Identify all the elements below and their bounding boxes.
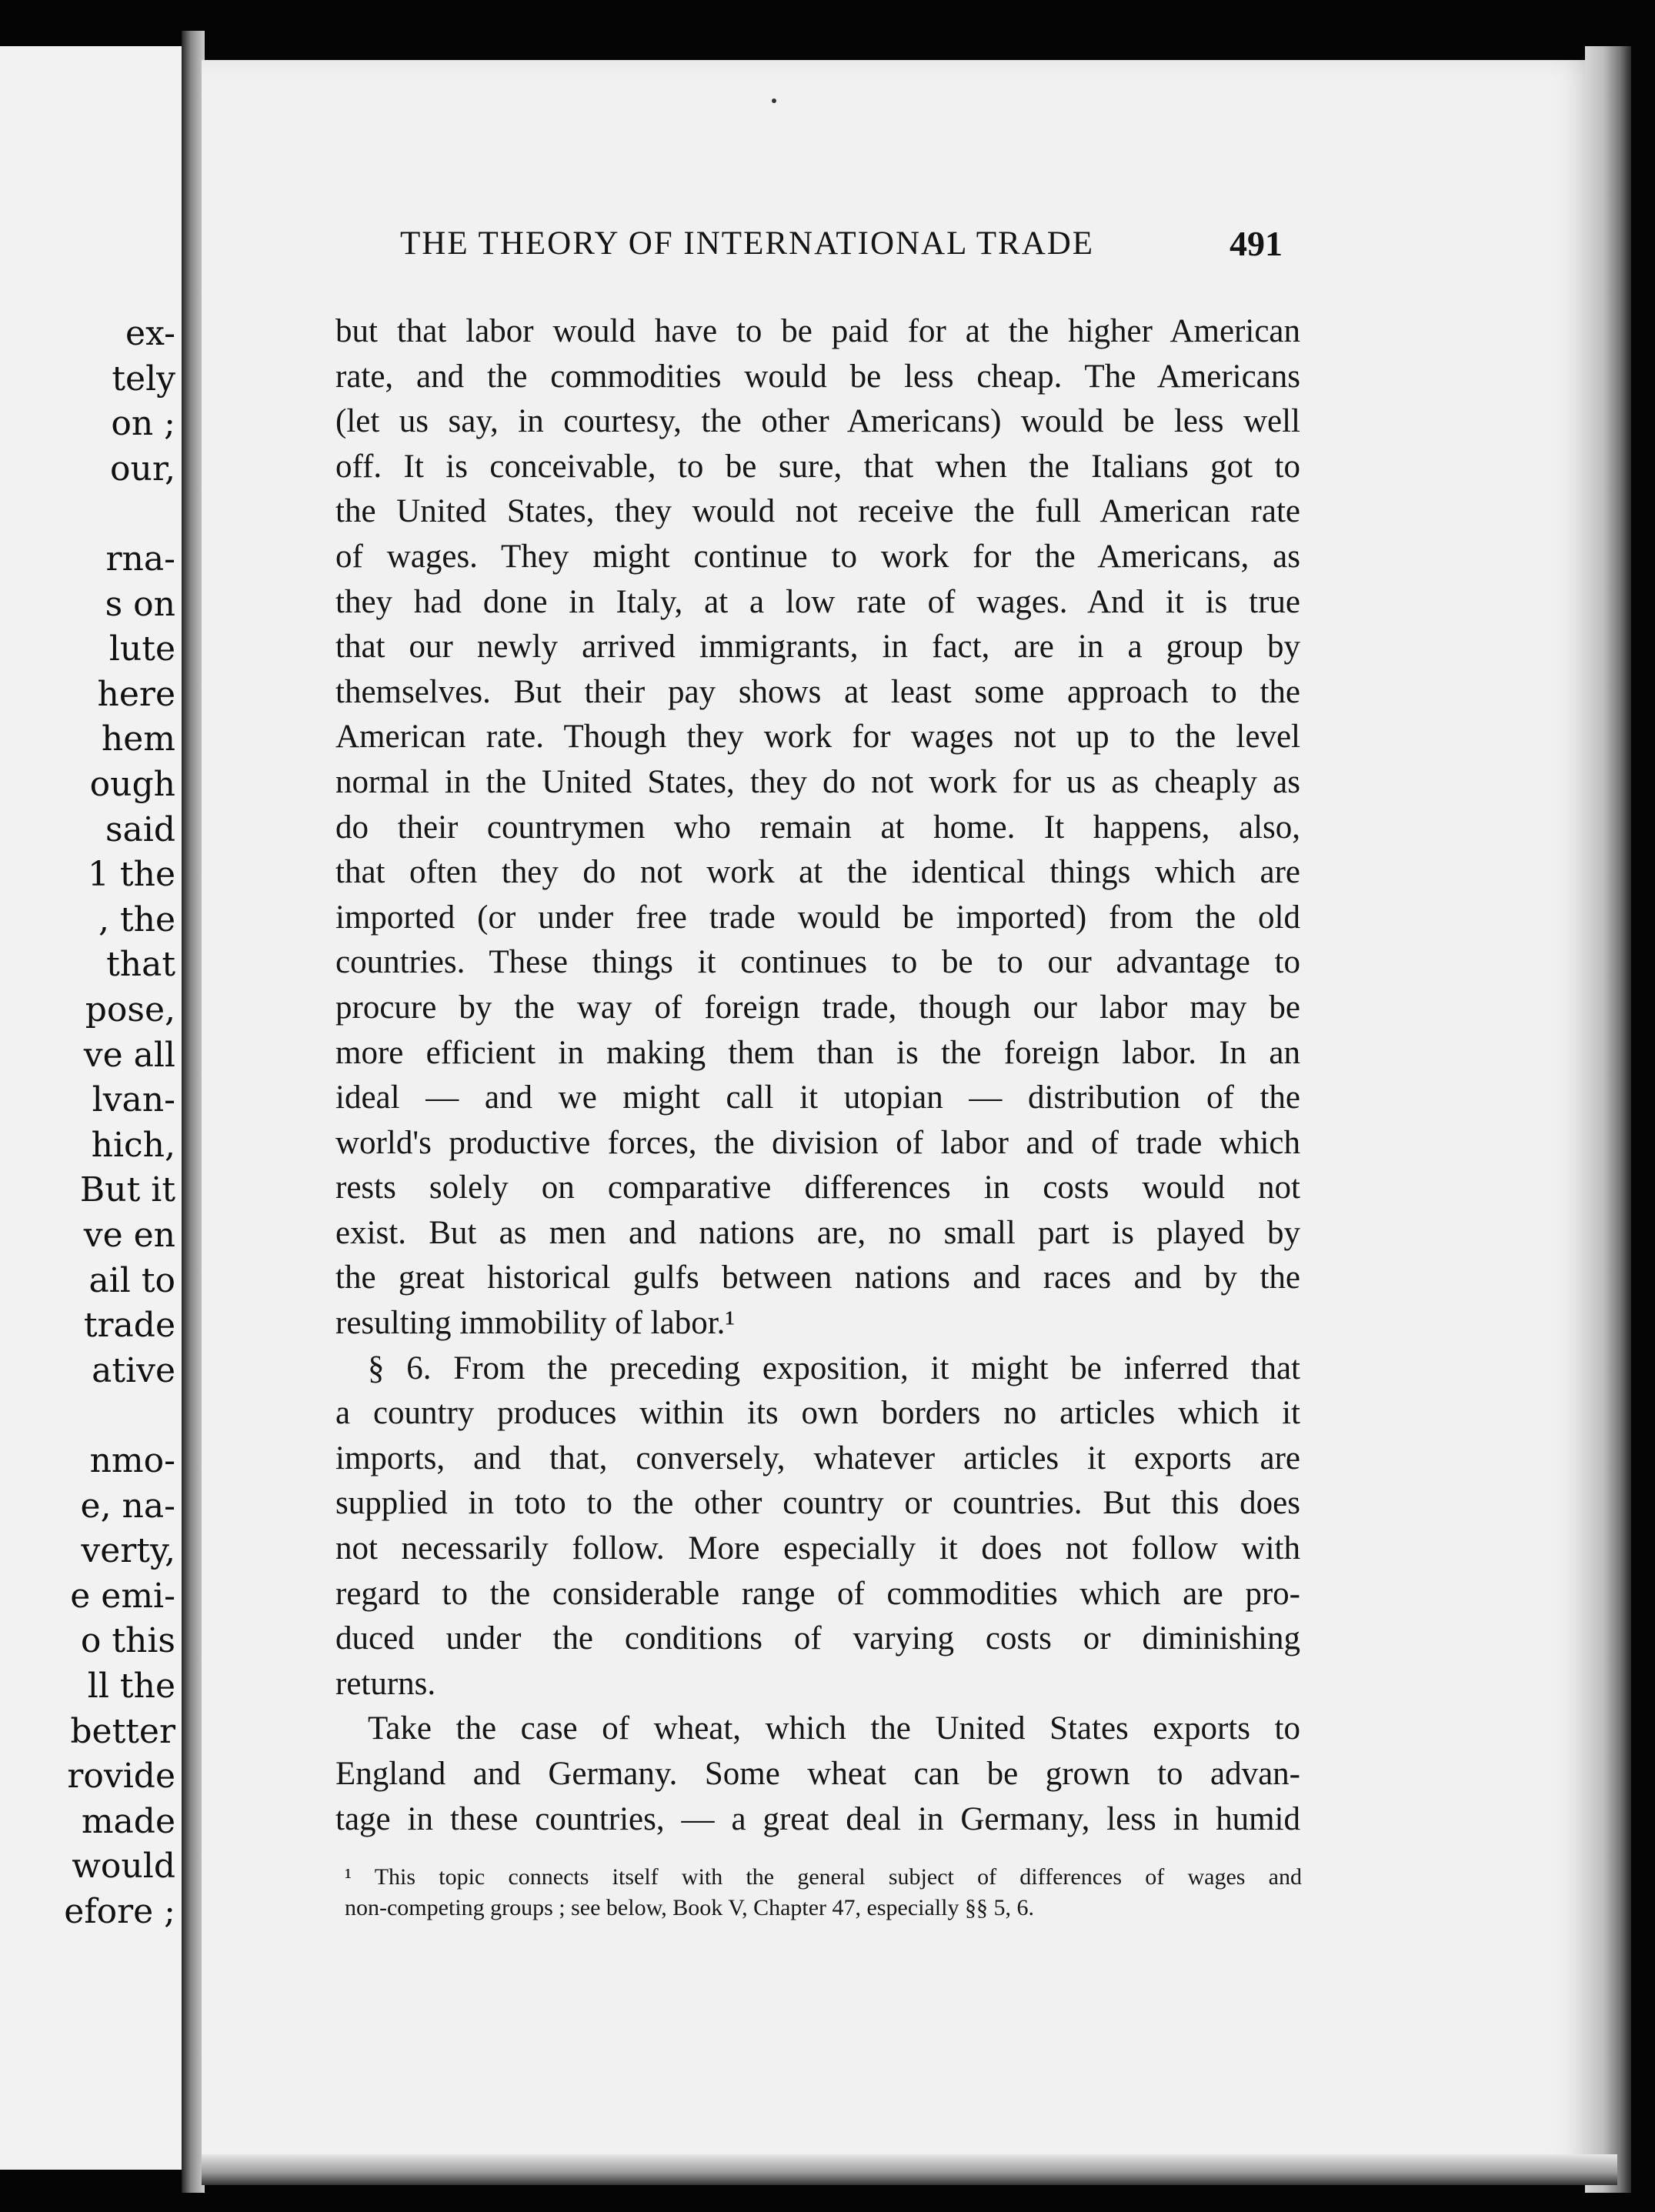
text-line: England and Germany. Some wheat can be grown to advan- <box>335 1756 1300 1792</box>
left-page-fragment: o this <box>80 1621 175 1661</box>
text-line: a country produces within its own borders no articles which it <box>335 1395 1300 1432</box>
left-page-fragment: nmo- <box>89 1441 175 1480</box>
left-page-fragment: rovide <box>67 1757 175 1797</box>
left-page-fragment: lvan- <box>92 1080 175 1120</box>
left-page-fragment: better <box>70 1711 175 1751</box>
left-page-fragment: ative <box>92 1350 175 1390</box>
text-line: but that labor would have to be paid for at the higher American <box>335 313 1300 349</box>
paragraph-start: Take the case of wheat, which the United States exports to <box>368 1710 1300 1747</box>
left-page-fragment: tely <box>112 359 175 399</box>
text-line: American rate. Though they work for wages not up to the level <box>335 719 1300 756</box>
left-page-fragment: verty, <box>81 1531 175 1571</box>
left-page-fragment: ough <box>89 765 175 804</box>
page-edge-shadow <box>1585 46 1631 2193</box>
text-line: of wages. They might continue to work for the Americans, as <box>335 538 1300 575</box>
text-line: procure by the way of foreign trade, though our labor may be <box>335 989 1300 1026</box>
text-line: more efficient in making them than is the foreign labor. In an <box>335 1034 1300 1071</box>
text-line: returns. <box>335 1665 436 1702</box>
footnote-line: non-competing groups ; see below, Book V, Chapter 47, especially §§ 5, 6. <box>345 1895 1034 1920</box>
text-line: ideal — and we might call it utopian — distribution of the <box>335 1079 1300 1116</box>
left-page-fragment: lute <box>108 629 175 669</box>
text-line: rests solely on comparative differences in costs would not <box>335 1169 1300 1206</box>
running-head: THE THEORY OF INTERNATIONAL TRADE <box>400 225 1095 262</box>
text-line: supplied in toto to the other country or countries. But this does <box>335 1485 1300 1522</box>
text-line: imported (or under free trade would be imported) from the old <box>335 899 1300 936</box>
footnote <box>345 1862 1302 1923</box>
text-line: exist. But as men and nations are, no small part is played by <box>335 1214 1300 1251</box>
text-line: that often they do not work at the identical things which are <box>335 854 1300 891</box>
left-page-fragment: rna- <box>105 539 175 579</box>
text-line: off. It is conceivable, to be sure, that when the Italians got to <box>335 448 1300 485</box>
left-page-fragment: 1 the <box>87 855 175 895</box>
left-page-fragment: would <box>72 1847 175 1887</box>
text-line: resulting immobility of labor.¹ <box>335 1305 736 1342</box>
left-page-fragment: hem <box>101 719 175 759</box>
text-line: duced under the conditions of varying costs or diminishing <box>335 1620 1300 1657</box>
left-page-fragment: efore ; <box>64 1892 175 1931</box>
left-page-fragment: ail to <box>88 1260 175 1300</box>
left-page-fragment: ve en <box>83 1216 175 1255</box>
text-line: countries. These things it continues to be to our advantage to <box>335 944 1300 981</box>
speck <box>772 98 776 103</box>
text-line: that our newly arrived immigrants, in fact, are in a group by <box>335 629 1300 666</box>
text-line: they had done in Italy, at a low rate of wages. And it is true <box>335 583 1300 620</box>
left-page-fragment: hich, <box>91 1125 175 1165</box>
left-page-fragment: said <box>105 809 175 849</box>
left-page-fragment: , the <box>98 899 175 939</box>
footnote-line: ¹ This topic connects itself with the general subject of differences of wages and <box>345 1864 1302 1890</box>
text-line: (let us say, in courtesy, the other Americans) would be less well <box>335 403 1300 440</box>
text-line: tage in these countries, — a great deal in Germany, less in humid <box>335 1800 1300 1837</box>
section-6-start: § 6. From the preceding exposition, it might be inferred that <box>368 1350 1300 1386</box>
left-page-fragment: e, na- <box>80 1486 175 1526</box>
text-line: regard to the considerable range of commodities which are pro- <box>335 1575 1300 1612</box>
left-page-fragment: here <box>97 674 175 714</box>
text-line: do their countrymen who remain at home. It happens, also, <box>335 809 1300 846</box>
text-line: rate, and the commodities would be less cheap. The Americans <box>335 358 1300 395</box>
left-page-fragment: that <box>106 945 175 985</box>
page-bottom-edge <box>202 2154 1617 2185</box>
text-line: world's productive forces, the division of labor and of trade which <box>335 1124 1300 1161</box>
text-line: the great historical gulfs between nations and races and by the <box>335 1259 1300 1296</box>
left-page-fragment: e emi- <box>70 1576 175 1616</box>
left-page-fragment: ex- <box>125 314 175 353</box>
text-line: imports, and that, conversely, whatever articles it exports are <box>335 1440 1300 1476</box>
text-line: themselves. But their pay shows at least some approach to the <box>335 673 1300 710</box>
left-page-fragment: trade <box>83 1306 175 1346</box>
left-page-fragment: our, <box>109 449 175 489</box>
left-page-fragment: on ; <box>111 404 175 444</box>
page-number: 491 <box>1230 224 1283 263</box>
left-facing-page <box>0 46 186 2170</box>
text-line: normal in the United States, they do not work for us as cheaply as <box>335 763 1300 800</box>
left-page-fragment: made <box>81 1801 175 1841</box>
text-line: not necessarily follow. More especially it does not follow with <box>335 1530 1300 1567</box>
left-page-fragment: s on <box>105 584 175 624</box>
left-page-fragment: But it <box>79 1170 175 1210</box>
body-text <box>335 309 1300 1842</box>
text-line: the United States, they would not receive the full American rate <box>335 493 1300 530</box>
left-page-fragment: pose, <box>85 990 175 1029</box>
left-page-fragment: ve all <box>83 1035 175 1075</box>
left-page-fragment: ll the <box>87 1667 175 1706</box>
